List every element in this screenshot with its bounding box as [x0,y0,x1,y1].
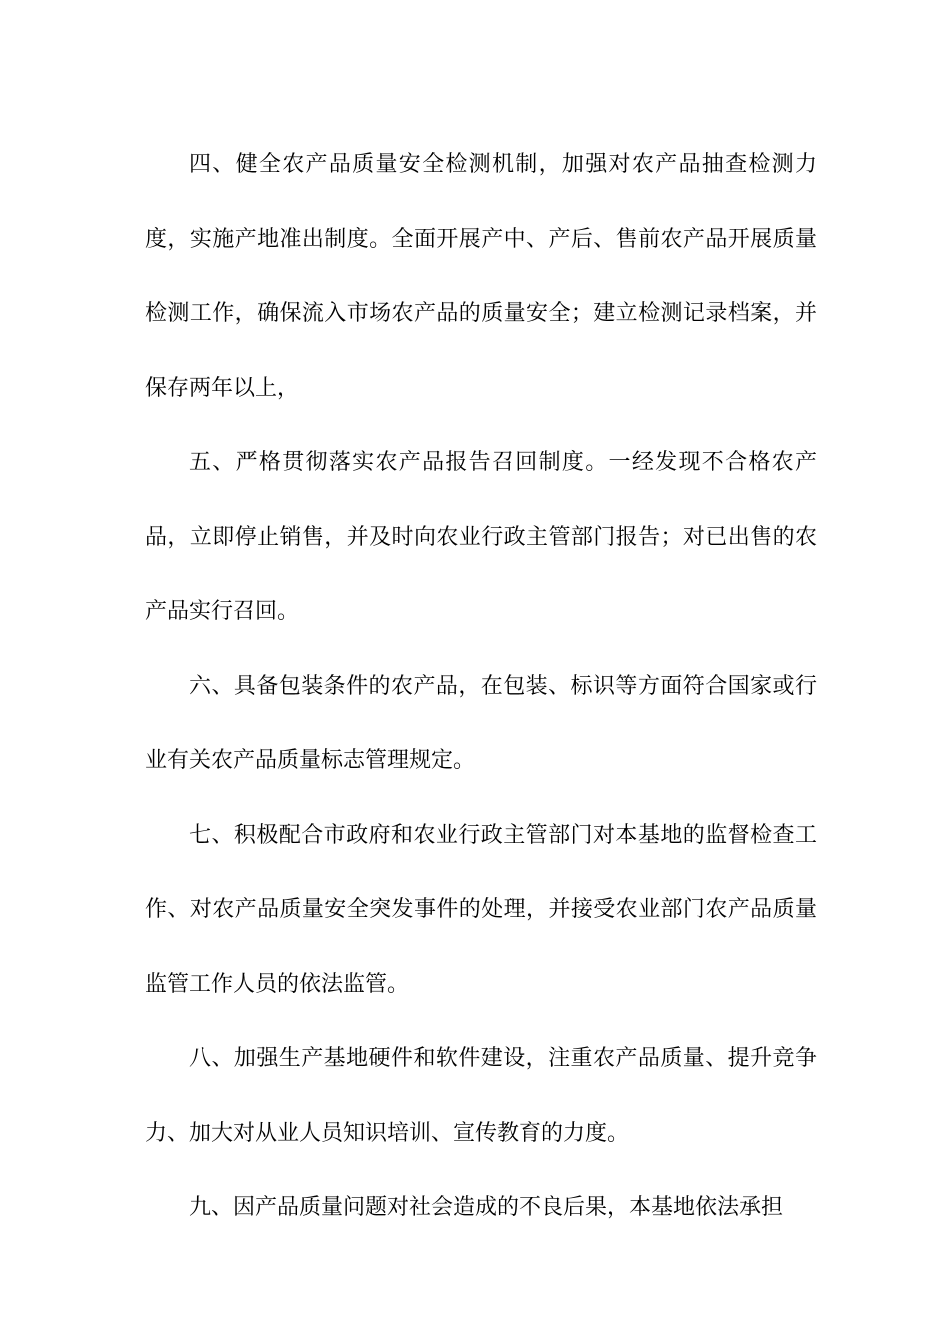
paragraph-6-packaging-labeling: 六、具备包装条件的农产品，在包装、标识等方面符合国家或行业有关农产品质量标志管理规定。 [145,673,817,773]
paragraph-5-recall-system: 五、严格贯彻落实农产品报告召回制度。一经发现不合格农产品，立即停止销售，并及时向农业行政主管部门报告；对已出售的农产品实行召回。 [145,450,817,624]
paragraph-4-quality-testing: 四、健全农产品质量安全检测机制，加强对农产品抽查检测力度，实施产地准出制度。全面开展产中、产后、售前农产品开展质量检测工作，确保流入市场农产品的质量安全；建立检测记录档案，并保存两年以上， [145,152,817,401]
paragraph-8-base-construction: 八、加强生产基地硬件和软件建设，注重农产品质量、提升竞争力、加大对从业人员知识培训、宣传教育的力度。 [145,1046,817,1146]
paragraph-9-liability: 九、因产品质量问题对社会造成的不良后果，本基地依法承担 [189,1195,784,1220]
paragraph-7-supervision: 七、积极配合市政府和农业行政主管部门对本基地的监督检查工作、对农产品质量安全突发事件的处理，并接受农业部门农产品质量监管工作人员的依法监管。 [145,822,817,997]
document-body [145,128,817,1246]
